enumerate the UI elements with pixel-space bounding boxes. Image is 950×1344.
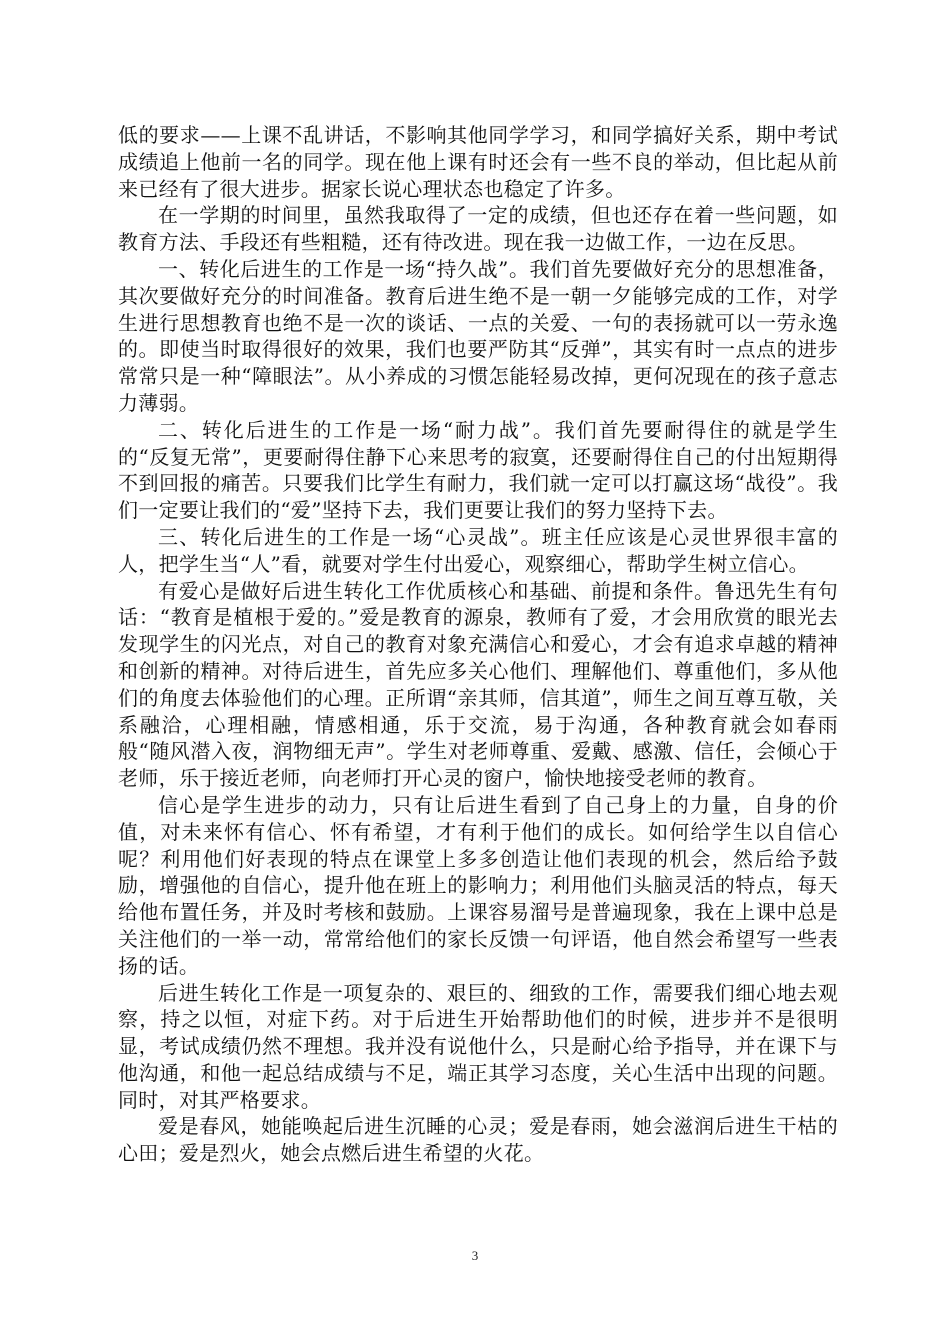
paragraph: 二、转化后进生的工作是一场“耐力战”。我们首先要耐得住的就是学生的“反复无常”，更要耐得住静下心来思考的寂寞，还要耐得住自己的付出短期得不到回报的痛苦。只要我们比学生有耐力，我们就一定可以打赢这场“战役”。我们一定要让我们的“爱”坚持下去，我们更要让我们的努力坚持下去。 bbox=[118, 417, 838, 523]
paragraph: 三、转化后进生的工作是一场“心灵战”。班主任应该是心灵世界很丰富的人，把学生当“人”看，就要对学生付出爱心，观察细心，帮助学生树立信心。 bbox=[118, 524, 838, 576]
paragraph: 低的要求——上课不乱讲话，不影响其他同学学习，和同学搞好关系，期中考试成绩追上他前一名的同学。现在他上课有时还会有一些不良的举动，但比起从前来已经有了很大进步。据家长说心理状态也稳定了许多。 bbox=[118, 123, 838, 201]
paragraph: 一、转化后进生的工作是一场“持久战”。我们首先要做好充分的思想准备，其次要做好充分的时间准备。教育后进生绝不是一朝一夕能够完成的工作，对学生进行思想教育也绝不是一次的谈话、一点的关爱、一句的表扬就可以一劳永逸的。即使当时取得很好的效果，我们也要严防其“反弹”，其实有时一点点的进步常常只是一种“障眼法”。从小养成的习惯怎能轻易改掉，更何况现在的孩子意志力薄弱。 bbox=[118, 256, 838, 415]
document-body bbox=[118, 122, 838, 1167]
paragraph: 信心是学生进步的动力，只有让后进生看到了自己身上的力量，自身的价值，对未来怀有信心、怀有希望，才有利于他们的成长。如何给学生以自信心呢？利用他们好表现的特点在课堂上多多创造让他们表现的机会，然后给予鼓励，增强他的自信心，提升他在班上的影响力；利用他们头脑灵活的特点，每天给他布置任务，并及时考核和鼓励。上课容易溜号是普遍现象，我在上课中总是关注他们的一举一动，常常给他们的家长反馈一句评语，他自然会希望写一些表扬的话。 bbox=[118, 792, 838, 978]
page-number: 3 bbox=[471, 1248, 479, 1263]
paragraph: 后进生转化工作是一项复杂的、艰巨的、细致的工作，需要我们细心地去观察，持之以恒，对症下药。对于后进生开始帮助他们的时候，进步并不是很明显，考试成绩仍然不理想。我并没有说他什么，只是耐心给予指导，并在课下与他沟通，和他一起总结成绩与不足，端正其学习态度，关心生活中出现的问题。同时，对其严格要求。 bbox=[118, 980, 838, 1112]
paragraph: 有爱心是做好后进生转化工作优质核心和基础、前提和条件。鲁迅先生有句话：“教育是植根于爱的。”爱是教育的源泉，教师有了爱，才会用欣赏的眼光去发现学生的闪光点，对自己的教育对象充满信心和爱心，才会有追求卓越的精神和创新的精神。对待后进生，首先应多关心他们、理解他们、尊重他们，多从他们的角度去体验他们的心理。正所谓“亲其师，信其道”，师生之间互尊互敬，关系融洽，心理相融，情感相通，乐于交流，易于沟通，各种教育就会如春雨般“随风潜入夜，润物细无声”。学生对老师尊重、爱戴、感激、信任，会倾心于老师，乐于接近老师，向老师打开心灵的窗户，愉快地接受老师的教育。 bbox=[118, 578, 838, 791]
paragraph: 在一学期的时间里，虽然我取得了一定的成绩，但也还存在着一些问题，如教育方法、手段还有些粗糙，还有待改进。现在我一边做工作，一边在反思。 bbox=[118, 203, 838, 255]
paragraph: 爱是春风，她能唤起后进生沉睡的心灵；爱是春雨，她会滋润后进生干枯的心田；爱是烈火，她会点燃后进生希望的火花。 bbox=[118, 1114, 838, 1166]
